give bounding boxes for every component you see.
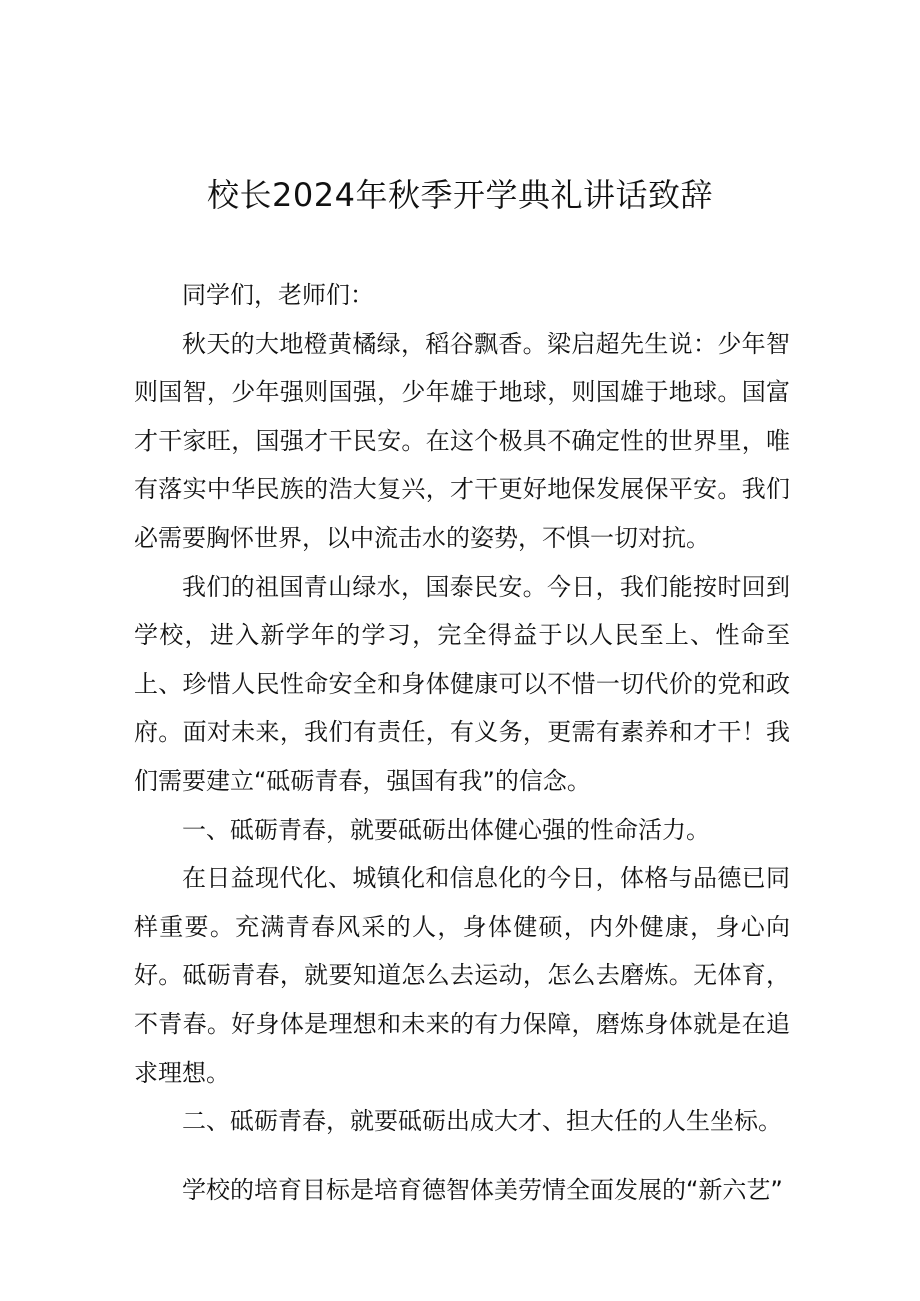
- section-heading-1: 一、砥砺青春，就要砥砺出体健心强的性命活力。: [182, 815, 710, 844]
- paragraph-1: 秋天的大地橙黄橘绿，稻谷飘香。梁启超先生说：少年智则国智，少年强则国强，少年雄于地球，则国雄于地球。国富才干家旺，国强才干民安。在这个极具不确定性的世界里，唯有落实中华民族的浩大复兴，才干更好地保发展保平安。我们必需要胸怀世界，以中流击水的姿势，不惧一切对抗。: [134, 329, 790, 552]
- section-heading-2: 二、砥砺青春，就要砥砺出成大才、担大任的人生坐标。: [182, 1107, 782, 1136]
- document-title: 校长2024年秋季开学典礼讲话致辞: [207, 176, 713, 214]
- document-body: [134, 271, 790, 1214]
- paragraph-2: 我们的祖国青山绿水，国泰民安。今日，我们能按时回到学校，进入新学年的学习，完全得益于以人民至上、性命至上、珍惜人民性命安全和身体健康可以不惜一切代价的党和政府。面对未来，我们有责任，有义务，更需有素养和才干！我们需要建立“砥砺青春，强国有我”的信念。: [134, 572, 790, 795]
- paragraph-3: 在日益现代化、城镇化和信息化的今日，体格与品德已同样重要。充满青春风采的人，身体健硕，内外健康，身心向好。砥砺青春，就要知道怎么去运动，怎么去磨炼。无体育，不青春。好身体是理想和未来的有力保障，磨炼身体就是在追求理想。: [134, 864, 790, 1087]
- paragraph-greeting: 同学们，老师们：: [182, 281, 374, 309]
- paragraph-4: 学校的培育目标是培育德智体美劳情全面发展的“新六艺”: [182, 1175, 783, 1204]
